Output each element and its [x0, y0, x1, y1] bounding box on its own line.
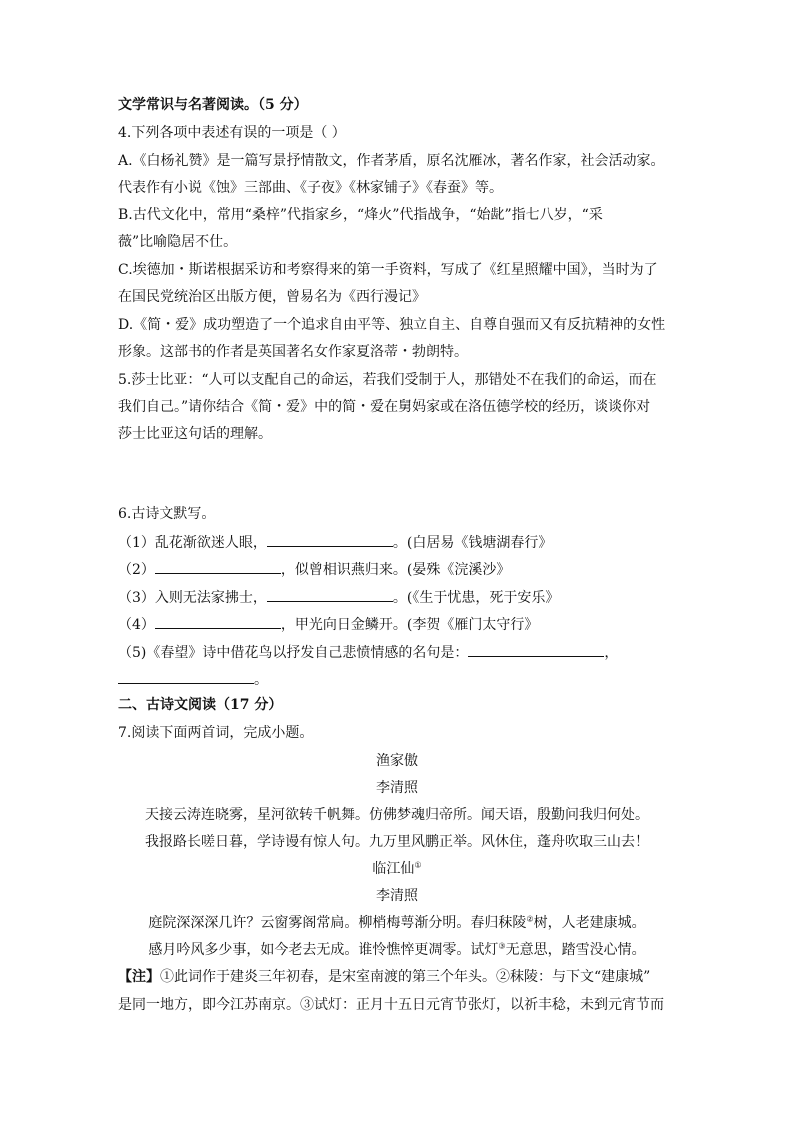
answer-blank-2[interactable] [155, 559, 281, 574]
poem-2-line-1-a: 庭院深深深几许？云窗雾阁常扃。柳梢梅萼渐分明。春归秣陵 [148, 915, 527, 931]
option-b-line-1: B.古代文化中，常用“桑梓”代指家乡，“烽火”代指战争，“始龀”指七八岁，“采 [118, 207, 603, 223]
question-5-line-1: 5.莎士比亚：“人可以支配自己的命运，若我们受制于人，那错处不在我们的命运，而在 [118, 372, 657, 388]
poem-2-line-2-a: 感月吟风多少事，如今老去无成。谁怜憔悴更凋零。试灯 [148, 942, 499, 958]
footnote-marker-2: ② [526, 914, 534, 924]
answer-blank-3[interactable] [267, 587, 393, 602]
recitation-item-1 [118, 532, 552, 552]
poem-1-author: 李清照 [376, 780, 418, 796]
poem-2-line-2 [118, 941, 676, 959]
item-4-source: ，甲光向日金鳞开。(李贺《雁门太守行》 [280, 617, 539, 633]
annotation-label: 【注】 [118, 969, 160, 985]
question-7-stem: 7.阅读下面两首词，完成小题。 [118, 725, 314, 741]
item-5-comma: ， [604, 645, 619, 661]
question-5-line-3: 莎士比亚这句话的理解。 [118, 426, 272, 442]
answer-blank-5b[interactable] [118, 669, 254, 684]
poem-2-author: 李清照 [376, 888, 418, 904]
section-heading-literature: 文学常识与名著阅读。（5 分） [118, 97, 308, 113]
option-a-line-2: 代表作有小说《蚀》三部曲、《子夜》《林家铺子》《春蚕》等。 [118, 180, 503, 196]
poem-2-line-2-b: 无意思，踏雪没心情。 [505, 942, 646, 958]
item-5-end: 。 [254, 672, 268, 688]
question-6-stem: 6.古诗文默写。 [118, 506, 216, 522]
answer-blank-4[interactable] [155, 614, 281, 629]
item-4-prompt: （4） [118, 617, 155, 633]
question-4-stem: 4.下列各项中表述有误的一项是（ ） [118, 125, 346, 141]
answer-blank-1[interactable] [267, 532, 393, 547]
recitation-item-2 [118, 559, 510, 579]
recitation-item-4 [118, 614, 538, 634]
option-d-line-1: D.《简・爱》成功塑造了一个追求自由平等、独立自主、自尊自强而又有反抗精神的女性 [118, 317, 666, 333]
annotation-line-2: 是同一地方，即今江苏南京。③试灯：正月十五日元宵节张灯，以祈丰稔，未到元宵节而 [118, 997, 664, 1013]
answer-blank-5a[interactable] [468, 642, 604, 657]
poem-1-title: 渔家傲 [376, 753, 418, 769]
option-c-line-2: 在国民党统治区出版方便，曾易名为《西行漫记》 [118, 289, 426, 305]
section-heading-poetry: 二、古诗文阅读（17 分） [118, 697, 283, 713]
recitation-item-3 [118, 587, 559, 607]
annotation-line-1 [118, 968, 650, 986]
item-5-prompt: （5)《春望》诗中借花鸟以抒发自己悲愤情感的名句是： [118, 645, 469, 661]
recitation-item-5 [118, 642, 618, 662]
item-2-source: ，似曾相识燕归来。(晏殊《浣溪沙》 [280, 562, 511, 578]
item-2-prompt: （2） [118, 562, 155, 578]
poem-2-line-1-b: 树，人老建康城。 [533, 915, 646, 931]
footnote-marker-3: ③ [498, 941, 506, 951]
option-b-line-2: 薇”比喻隐居不仕。 [118, 234, 238, 250]
option-a-line-1: A.《白杨礼赞》是一篇写景抒情散文，作者茅盾，原名沈雁冰，著名作家，社会活动家。 [118, 153, 665, 169]
footnote-marker-1: ① [414, 860, 422, 870]
item-3-source: 。(《生于忧患，死于安乐》 [392, 590, 560, 606]
item-1-prompt: （1）乱花渐欲迷人眼， [118, 535, 267, 551]
poem-2-line-1 [118, 914, 676, 932]
question-5-line-2: 我们自己。”请你结合《简・爱》中的简・爱在舅妈家或在洛伍德学校的经历，谈谈你对 [118, 399, 651, 415]
item-3-prompt: （3）入则无法家拂士， [118, 590, 267, 606]
poem-1-line-1: 天接云涛连晓雾，星河欲转千帆舞。仿佛梦魂归帝所。闻天语，殷勤问我归何处。 [145, 807, 649, 823]
option-d-line-2: 形象。这部书的作者是英国著名女作家夏洛蒂・勃朗特。 [118, 344, 468, 360]
poem-1-line-2: 我报路长嗟日暮，学诗谩有惊人句。九万里风鹏正举。风休住，蓬舟吹取三山去！ [145, 834, 649, 850]
poem-2-title-text: 临江仙 [372, 861, 415, 877]
annotation-text-1: ①此词作于建炎三年初春，是宋室南渡的第三个年头。②秣陵：与下文“建康城” [160, 969, 651, 985]
poem-2-title [118, 860, 676, 878]
recitation-item-5-cont [118, 669, 268, 689]
item-1-source: 。(白居易《钱塘湖春行》 [392, 535, 553, 551]
option-c-line-1: C.埃德加・斯诺根据采访和考察得来的第一手资料，写成了《红星照耀中国》，当时为了 [118, 262, 658, 278]
